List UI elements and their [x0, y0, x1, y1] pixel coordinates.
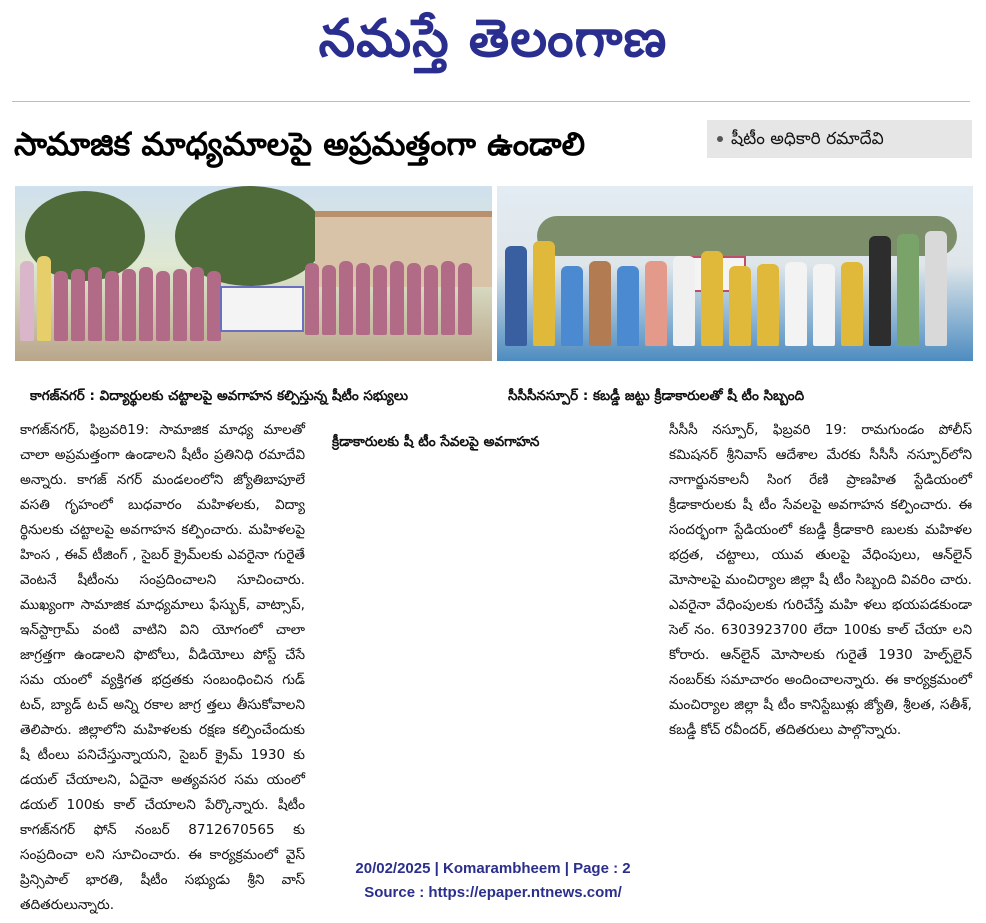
- article-body-column-3: [669, 418, 972, 743]
- group-of-students: [20, 256, 221, 341]
- article-headline: సామాజిక మాధ్యమాలపై అప్రమత్తంగా ఉండాలి: [14, 125, 586, 163]
- photo-kabaddi-team: [497, 186, 973, 361]
- photo-caption-right: సీసీసీనస్పూర్ : కబడ్డీ జట్టు క్రీడాకారులతో షీ టీం సిబ్బంది: [508, 388, 805, 404]
- bullet-dot-icon: [717, 136, 723, 142]
- edition-info: 20/02/2025 | Komarambheem | Page : 2: [355, 860, 631, 877]
- kicker-box: [707, 120, 972, 158]
- group-of-players: [505, 231, 947, 346]
- group-of-students: [305, 261, 472, 335]
- masthead-divider: [12, 101, 970, 102]
- newspaper-masthead: నమస్తే తెలంగాణ: [318, 8, 668, 69]
- article-1-text: కాగజ్‌నగర్, ఫిబ్రవరి19: సామాజిక మాధ్య మాలతో చాలా అప్రమత్తంగా ఉండాలని షీటీం ప్రతినిధి రమాదేవి అన్నారు. కాగజ్ నగర్ మండలంలోని జ్యోతిబాపూలే వసతి గృహంలో బుధవారం మహిళలకు, విద్యా ర్థినులకు చట్టాలపై అవగాహన కల్పించారు. మహిళలపై హింస , ఈవ్ టీజింగ్ , సైబర్ క్రైమ్‌లకు ఎవరైనా గురైతే వెంటనే షీటీంను సంప్రదించాలని సూచించారు. ముఖ్యంగా సామాజిక మాధ్యమాలు ఫేస్బుక్, వాట్సాప్, ఇన్‌స్టాగ్రామ్ వంటి వాటిని విని యోగంలో చాలా జాగ్రత్తగా ఉండాలని ఫొటోలు, వీడియోలు పోస్ట్ చేసే సమ యంలో వ్యక్తిగత భద్రతకు సంబంధించిన గుడ్ టచ్, బ్యాడ్ టచ్ అన్ని రకాల జాగ్ర త్తలు తీసుకోవాలని తెలిపారు. జిల్లాలోని మహిళలకు రక్షణ కల్పించేందుకు షీ టీంలు పనిచేస్తున్నాయని, సైబర్ క్రైమ్ 1930 కు డయల్ చేయాలని, ఏదైనా అత్యవసర సమ యంలో డయల్ 100కు కాల్ చేయాలని పేర్కొన్నారు. షీటీం కాగజ్‌నగర్ ఫోన్ నంబర్ 8712670565 కు సంప్రదించా లని సూచించారు. ఈ కార్యక్రమంలో వైస్ ప్రిన్సిపాల్ భారతి, షీటీం సభ్యుడు శ్రీని వాస్ తదితరులున్నారు.: [20, 422, 305, 913]
- photo-students-awareness: [15, 186, 492, 361]
- kicker-text: షీటీం అధికారి రమాదేవి: [731, 129, 884, 149]
- photo-caption-left: కాగజ్‌నగర్ : విద్యార్థులకు చట్టాలపై అవగాహన కల్పిస్తున్న షీటీం సభ్యులు: [30, 388, 408, 404]
- source-link[interactable]: Source : https://epaper.ntnews.com/: [364, 884, 622, 901]
- article-body-column-1: [20, 418, 305, 918]
- article-2-headline: క్రీడాకారులకు షీ టీం సేవలపై అవగాహన: [332, 434, 540, 450]
- article-2-text: సీసీసీ నస్పూర్, ఫిబ్రవరి 19: రామగుండం పోలీస్ కమిషనర్ శ్రీనివాస్ ఆదేశాల మేరకు సీసీసీ నస్పూర్‌లోని నాగార్జునకాలనీ సింగ రేణి ప్రాణహిత స్టేడియంలో క్రీడాకారులకు షీ టీం సేవలపై అవగాహన కల్పించారు. ఈ సందర్భంగా స్టేడియంలో కబడ్డీ క్రీడాకారి ణులకు మహిళల భద్రత, చట్టాలు, యువ తులపై వేధింపులు, ఆన్‌లైన్ మోసాలపై మంచిర్యాల జిల్లా షీ టీం సిబ్బంది వివరిం చారు. ఎవరైనా వేధింపులకు గురిచేస్తే మహి ళలు భయపడకుండా సెల్ నం. 6303923700 లేదా 100కు కాల్ చేయా లని కోరారు. ఆన్‌లైన్ మోసాలకు గురైతే 1930 హెల్ప్‌లైన్ నంబర్‌కు సమాచారం అందించాలన్నారు. ఈ కార్యక్రమంలో మంచిర్యాల జిల్లా షీ టీం కానిస్టేబుళ్లు జ్యోతి, శ్రీలత, సతీశ్, కబడ్డీ కోచ్ రవీందర్, తదితరులు పాల్గొన్నారు.: [669, 422, 972, 738]
- article-body-column-2: [332, 418, 640, 461]
- event-banner: [220, 286, 304, 332]
